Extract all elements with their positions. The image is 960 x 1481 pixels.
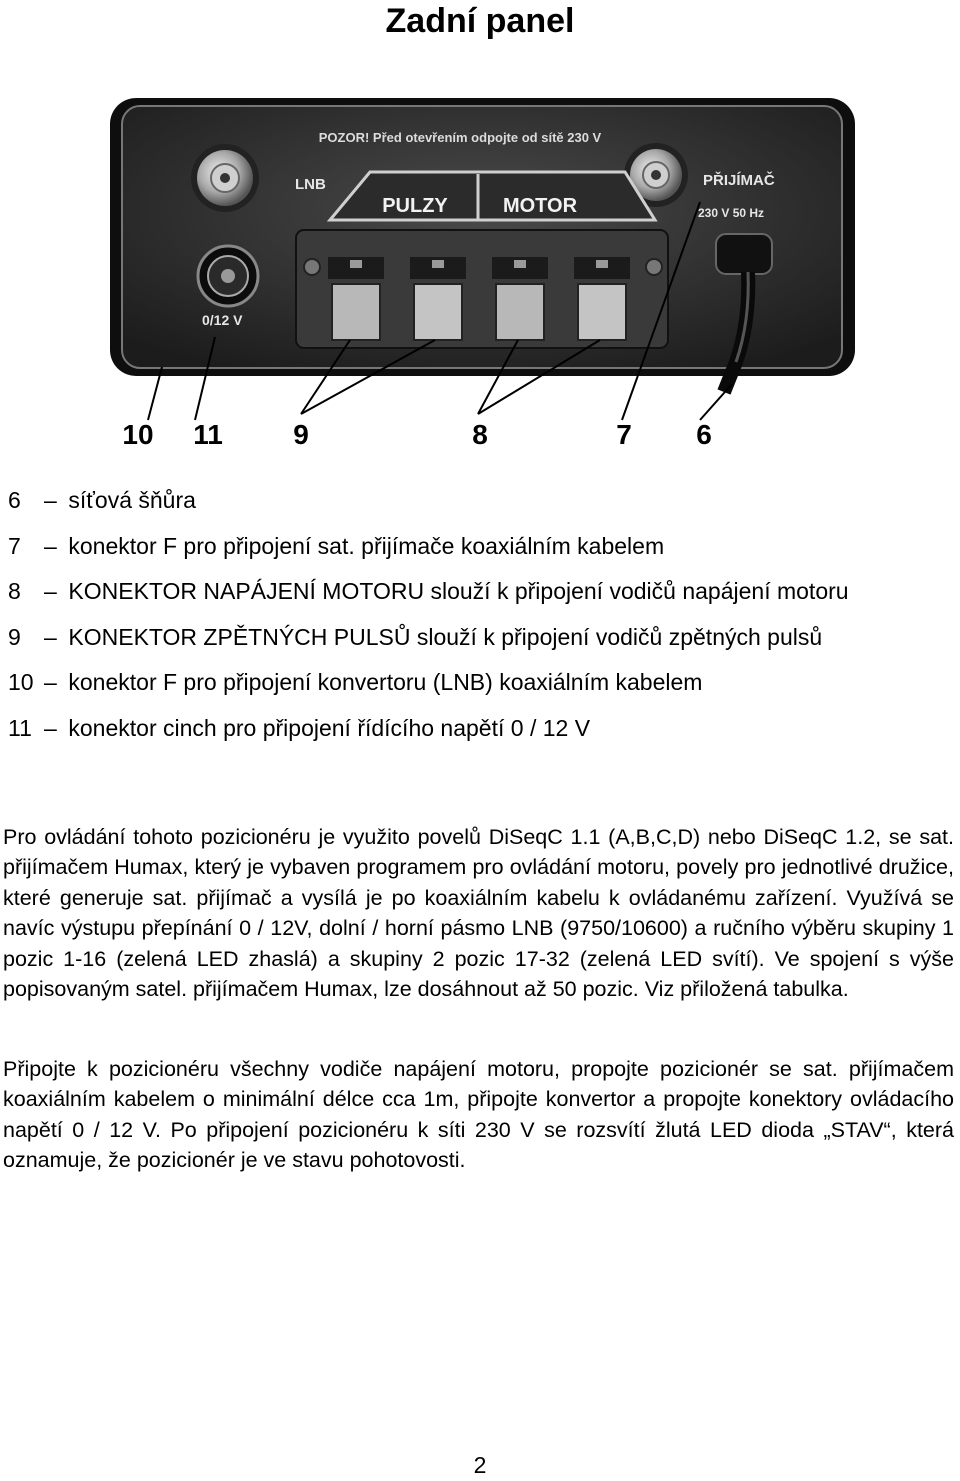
legend-number: 11 [8, 714, 32, 741]
legend-text: konektor F pro připojení konvertoru (LNB) koaxiálním kabelem [68, 669, 703, 695]
list-item [8, 615, 952, 661]
legend-text: KONEKTOR NAPÁJENÍ MOTORU slouží k připojení vodičů napájení motoru [68, 578, 849, 604]
legend-number: 8 [8, 578, 21, 604]
terminal-icon [574, 257, 630, 340]
body-paragraph: Připojte k pozicionéru všechny vodiče napájení motoru, propojte pozicionér se sat. přijímačem koaxiálním kabelem o minimální délce cca 1m, připojte konvertor a propojte konektory ovládacího napětí 0 / 12 V. Po připojení pozicionéru k síti 230 V se rozsvítí žlutá LED dioda „STAV“, která oznamuje, že pozicionér je ve stavu pohotovosti. [3, 1056, 954, 1172]
legend-dash: – [44, 532, 57, 559]
legend-dash: – [44, 487, 57, 513]
mains-label: 230 V 50 Hz [698, 206, 765, 220]
list-item [8, 660, 952, 706]
legend-number: 9 [8, 623, 21, 650]
terminal-icon [328, 257, 384, 340]
rear-panel-photo [100, 92, 870, 460]
cinch-connector-icon [198, 246, 258, 306]
lnb-connector-icon [191, 144, 259, 212]
callout-7: 7 [616, 419, 632, 450]
terminal-icon [410, 257, 466, 340]
legend-text: KONEKTOR ZPĚTNÝCH PULSŮ slouží k připojení vodičů zpětných pulsů [68, 623, 823, 650]
voltage-label: 0/12 V [202, 312, 243, 328]
terminal-icon [492, 257, 548, 340]
list-item [8, 569, 952, 615]
body-paragraph: Pro ovládání tohoto pozicionéru je využito povelů DiSeqC 1.1 (A,B,C,D) nebo DiSeqC 1.2, se sat. přijímačem Humax, který je vybaven programem pro ovládání motoru, povely pro jednotlivé družice, které generuje sat. přijímač a vysílá je po koaxiálním kabelu k ovládanému zařízení. Využívá se navíc výstupu přepínání 0 / 12V, dolní / horní pásmo LNB (9750/10600) a ručního výběru skupiny 1 pozic 1-16 (zelená LED zhaslá) a skupiny 2 pozic 17-32 (zelená LED svítí). Ve spojení s výše popisovaným satel. přijímačem Humax, lze dosáhnout až 50 pozic. Viz přiložená tabulka. [3, 824, 954, 1001]
legend-number: 7 [8, 532, 21, 559]
callout-8: 8 [472, 419, 488, 450]
list-item [8, 524, 952, 570]
page-number: 2 [473, 1452, 487, 1478]
callout-11: 11 [193, 419, 223, 450]
callout-10: 10 [122, 419, 154, 450]
lnb-label: LNB [295, 176, 326, 193]
legend-text: konektor F pro připojení sat. přijímače koaxiálním kabelem [68, 532, 665, 559]
pulzy-motor-label-panel [330, 172, 655, 220]
legend-text: síťová šňůra [68, 487, 196, 513]
list-item [8, 706, 952, 752]
legend-dash: – [44, 578, 57, 604]
list-item [8, 478, 952, 524]
callout-6: 6 [696, 419, 712, 450]
page-title: Zadní panel [385, 2, 575, 40]
prijimac-label: PŘIJÍMAČ [703, 172, 775, 189]
motor-label: MOTOR [502, 195, 578, 217]
legend-number: 6 [8, 487, 21, 513]
legend-number: 10 [8, 669, 34, 695]
pulzy-label: PULZY [382, 195, 448, 217]
warning-label: POZOR! Před otevřením odpojte od sítě 230 V [318, 130, 602, 145]
legend-dash: – [44, 669, 57, 695]
legend-dash: – [44, 623, 57, 650]
legend-text: konektor cinch pro připojení řídícího napětí 0 / 12 V [68, 714, 591, 741]
legend-list [8, 478, 952, 751]
legend-dash: – [44, 714, 57, 741]
callout-9: 9 [293, 419, 309, 450]
